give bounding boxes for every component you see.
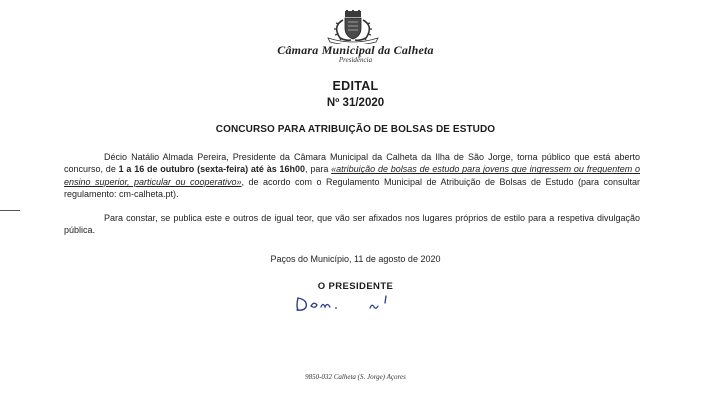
institution-name: Câmara Municipal da Calheta [277, 43, 434, 57]
document-subject: CONCURSO PARA ATRIBUIÇÃO DE BOLSAS DE ESTUDO [215, 124, 496, 135]
handwritten-signature [292, 292, 412, 314]
footer-address: 9850-032 Calheta (S. Jorge) Açores [305, 373, 406, 381]
paragraph-2-text: Para constar, se publica este e outros de igual teor, que vão ser afixados nos lugares próprios de estilo para a respetiva divulgação pública. [64, 213, 640, 236]
document-title: EDITAL [332, 79, 379, 93]
coat-of-arms-icon [318, 10, 388, 44]
document-number: Nº 31/2020 [326, 97, 385, 109]
signatory-title: O PRESIDENTE [317, 281, 394, 292]
scan-edge-line [0, 210, 20, 211]
paragraph-1-regulation: , de acordo com o Regulamento Municipal de Atribuição de Bolsas de Estudo (para consultar regulamento: cm-calheta.pt). [64, 176, 640, 200]
paragraph-1-connector: , para [305, 164, 332, 175]
place-and-date: Paços do Município, 11 de agosto de 2020 [270, 254, 441, 264]
paragraph-1-dates: 1 a 16 de outubro (sexta-feira) até às 16h00 [118, 164, 306, 175]
body-paragraph-1 [64, 151, 640, 201]
body-paragraph-2 [64, 212, 640, 237]
paragraph-1-intro: Décio Natálio Almada Pereira, Presidente da Câmara Municipal da Calheta da Ilha de São Jorge, torna público que está aberto concurso, de [64, 152, 640, 175]
paragraph-1-purpose: «atribuição de bolsas de estudo para jovens que ingressem ou frequentem o ensino superior, particular ou cooperativo» [64, 164, 641, 187]
department-name: Presidência [338, 56, 373, 64]
